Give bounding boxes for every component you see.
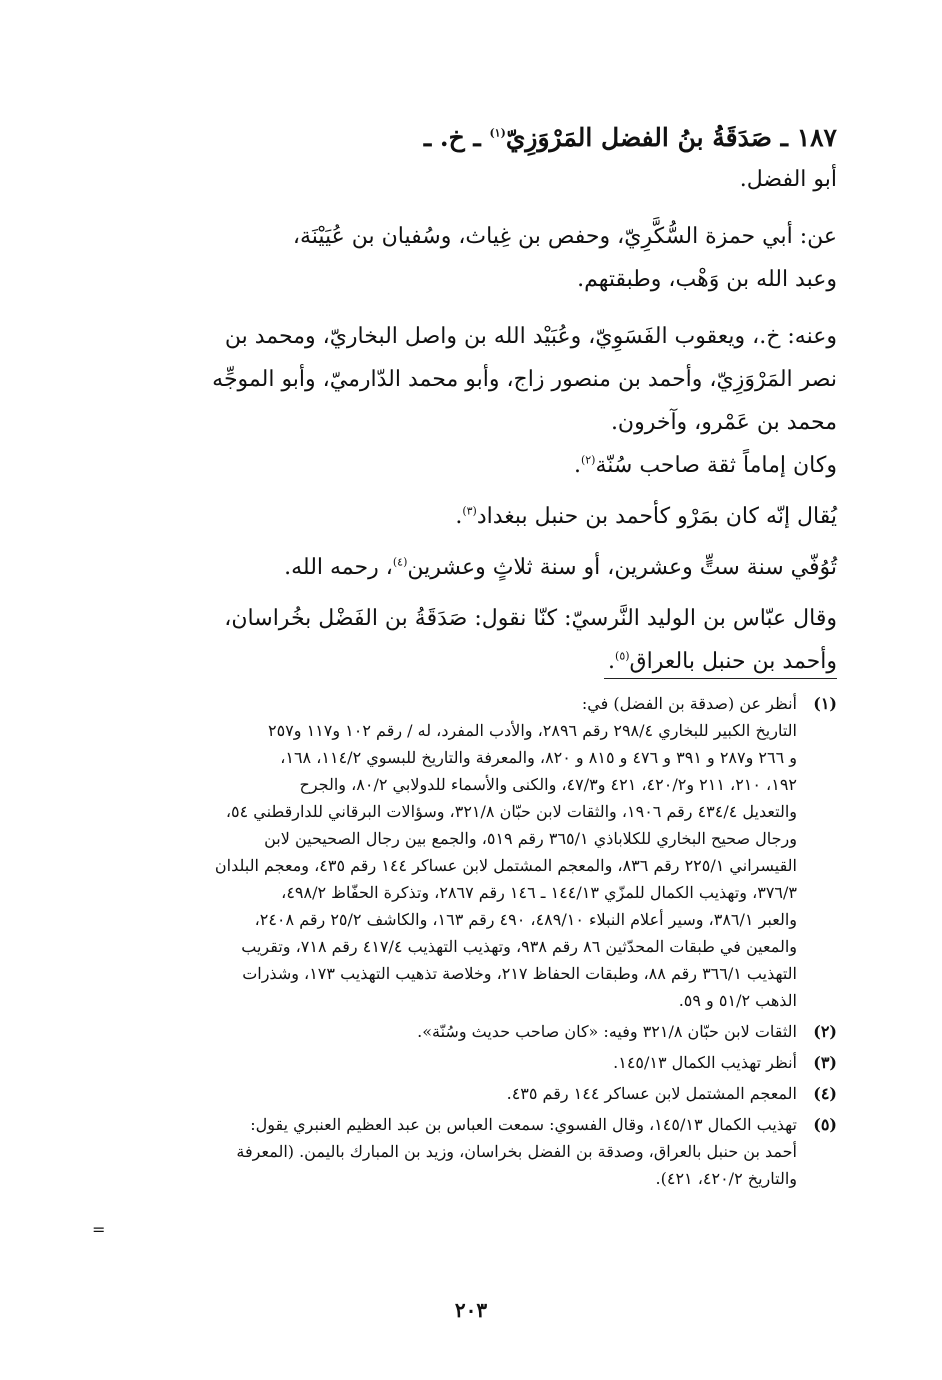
footnote-ref: (٢) bbox=[580, 453, 596, 467]
entry-title-text: ١٨٧ ـ صَدَقَةُ بنُ الفضل المَرْوَزِيّ bbox=[505, 123, 837, 152]
text-span: تُوُفّي سنة ستٍّ وعشرين، أو سنة ثلاثٍ وعشرين bbox=[407, 555, 837, 580]
text-line: وعبد الله بن وَهْب، وطبقتهم. bbox=[577, 267, 837, 292]
footnote-line: التاريخ الكبير للبخاري ٢٩٨/٤ رقم ٢٨٩٦، والأدب المفرد، له / رقم ١٠٢ و١١٧ و٢٥٧ bbox=[267, 721, 797, 740]
entry-title-tail: ـ خ. ـ bbox=[423, 123, 490, 152]
entry-title bbox=[108, 118, 837, 158]
students-paragraph bbox=[108, 315, 837, 444]
text-line bbox=[108, 640, 837, 683]
text-line: محمد بن عَمْرو، وآخرون. bbox=[610, 410, 837, 435]
text-span: . bbox=[608, 649, 616, 674]
footnote-number: (٣) bbox=[813, 1053, 837, 1072]
footnote-4 bbox=[108, 1080, 837, 1107]
footnote-number: (٤) bbox=[813, 1084, 837, 1103]
text-span: . bbox=[455, 504, 463, 529]
footnote-text bbox=[108, 1080, 797, 1107]
teachers-paragraph bbox=[108, 215, 837, 301]
footnote-number: (٢) bbox=[813, 1022, 837, 1041]
text-line: نصر المَرْوَزِيّ، وأحمد بن منصور زاج، وأبو محمد الدّارميّ، وأبو الموجِّه bbox=[212, 367, 837, 392]
footnote-text bbox=[108, 1018, 797, 1045]
text-span: . bbox=[573, 453, 581, 478]
footnote-text bbox=[108, 690, 797, 1014]
page-number: ٢٠٣ bbox=[454, 1298, 488, 1322]
footnote-line: الذهب ٥١/٢ و ٥٩. bbox=[678, 991, 797, 1010]
text-span: يُقال إنّه كان بمَرْو كأحمد بن حنبل ببغداد bbox=[476, 504, 837, 529]
footnote-line: أنظر عن (صدقة بن الفضل) في: bbox=[581, 694, 797, 713]
footnote-3 bbox=[108, 1049, 837, 1076]
footnote-line: تهذيب الكمال ١٤٥/١٣، وقال الفسوي: سمعت العباس بن عبد العظيم العنبري يقول: bbox=[250, 1115, 797, 1134]
footnote-line: القيسراني ٢٢٥/١ رقم ٨٣٦، والمعجم المشتمل لابن عساكر ١٤٤ رقم ٤٣٥، ومعجم البلدان bbox=[214, 856, 797, 875]
footnote-line: ٣٧٦/٣، وتهذيب الكمال للمزّي ١٤٤/١٣ ـ ١٤٦ رقم ٢٨٦٧، وتذكرة الحفّاظ ٤٩٨/٢، bbox=[281, 883, 797, 902]
text-span: وكان إماماً ثقة صاحب سُنّة bbox=[595, 453, 837, 478]
footnote-line: ورجال صحيح البخاري للكلاباذي ٣٦٥/١ رقم ٥١٩، والجمع بين رجال الصحيحين لابن bbox=[264, 829, 797, 848]
footnote-ref: (١) bbox=[489, 126, 506, 140]
footnote-line: أحمد بن حنبل بالعراق، وصدقة بن الفضل بخراسان، وزيد بن المبارك باليمن. (المعرفة bbox=[236, 1142, 797, 1161]
footnote-1 bbox=[108, 690, 837, 1014]
footnote-line: والمعين في طبقات المحدّثين ٨٦ رقم ٩٣٨، وتهذيب التهذيب ٤١٧/٤ رقم ٧١٨، وتقريب bbox=[241, 937, 797, 956]
kunya: أبو الفضل. bbox=[739, 167, 837, 192]
footnote-line: و ٢٦٦ و٢٨٧ و ٣٩١ و ٤٧٦ و ٨١٥ و ٨٢٠، والمعرفة والتاريخ للبسوي ١١٤/٢، ١٦٨، bbox=[280, 748, 797, 767]
footnote-number: (١) bbox=[813, 694, 837, 713]
footnote-line: والتاريخ ٤٢٠/٢، ٤٢١). bbox=[655, 1169, 797, 1188]
text-line: وقال عبّاس بن الوليد النَّرسيّ: كنّا نقول: صَدَقَةُ بن الفَضْل بخُراسان، bbox=[224, 606, 837, 631]
footnotes bbox=[108, 690, 837, 1196]
footnote-number: (٥) bbox=[813, 1115, 837, 1134]
footnote-line: والتعديل ٤٣٤/٤ رقم ١٩٠٦، والثقات لابن حبّان ٣٢١/٨، وسؤالات البرقاني للدارقطني ٥٤، bbox=[225, 802, 797, 821]
death-line bbox=[108, 546, 837, 589]
said-line bbox=[108, 495, 837, 538]
text-span: وأحمد بن حنبل بالعراق bbox=[629, 649, 837, 674]
footnote-divider bbox=[604, 678, 837, 679]
text-line: عن: أبي حمزة السُّكَّرِيّ، وحفص بن غِياث، وسُفيان بن عُيَيْنَة، bbox=[292, 224, 837, 249]
footnote-text bbox=[108, 1111, 797, 1192]
footnote-line: التهذيب ٣٦٦/١ رقم ٨٨، وطبقات الحفاظ ٢١٧، وخلاصة تذهيب التهذيب ١٧٣، وشذرات bbox=[242, 964, 797, 983]
imam-line bbox=[108, 444, 837, 487]
footnote-line: أنظر تهذيب الكمال ١٤٥/١٣. bbox=[613, 1053, 797, 1072]
footnote-line: ١٩٢، ٢١٠، ٢١١ و٤٢٠/٢، ٤٢١ و٤٧/٣، والكنى والأسماء للدولابي ٨٠/٢، والجرح bbox=[299, 775, 797, 794]
footnote-line: الثقات لابن حبّان ٣٢١/٨ وفيه: «كان صاحب حديث وسُنّة». bbox=[417, 1022, 797, 1041]
text-line: وعنه: خ.، ويعقوب الفَسَوِيّ، وعُبَيْد الله بن واصل البخاريّ، ومحمد بن bbox=[224, 324, 837, 349]
footnote-2 bbox=[108, 1018, 837, 1045]
main-text bbox=[108, 118, 837, 683]
text-span: ، رحمه الله. bbox=[284, 555, 393, 580]
footnote-ref: (٤) bbox=[392, 555, 408, 569]
footnote-line: المعجم المشتمل لابن عساكر ١٤٤ رقم ٤٣٥. bbox=[506, 1084, 797, 1103]
footnote-ref: (٣) bbox=[462, 504, 477, 518]
footnote-text bbox=[108, 1049, 797, 1076]
abbas-paragraph bbox=[108, 597, 837, 683]
footnote-5 bbox=[108, 1111, 837, 1192]
continuation-mark: = bbox=[92, 1220, 106, 1239]
footnote-line: والعبر ٣٨٦/١، وسير أعلام النبلاء ٤٨٩/١٠، ٤٩٠ رقم ١٦٣، والكاشف ٢٥/٢ رقم ٢٤٠٨، bbox=[254, 910, 797, 929]
footnote-ref: (٥) bbox=[615, 649, 630, 663]
